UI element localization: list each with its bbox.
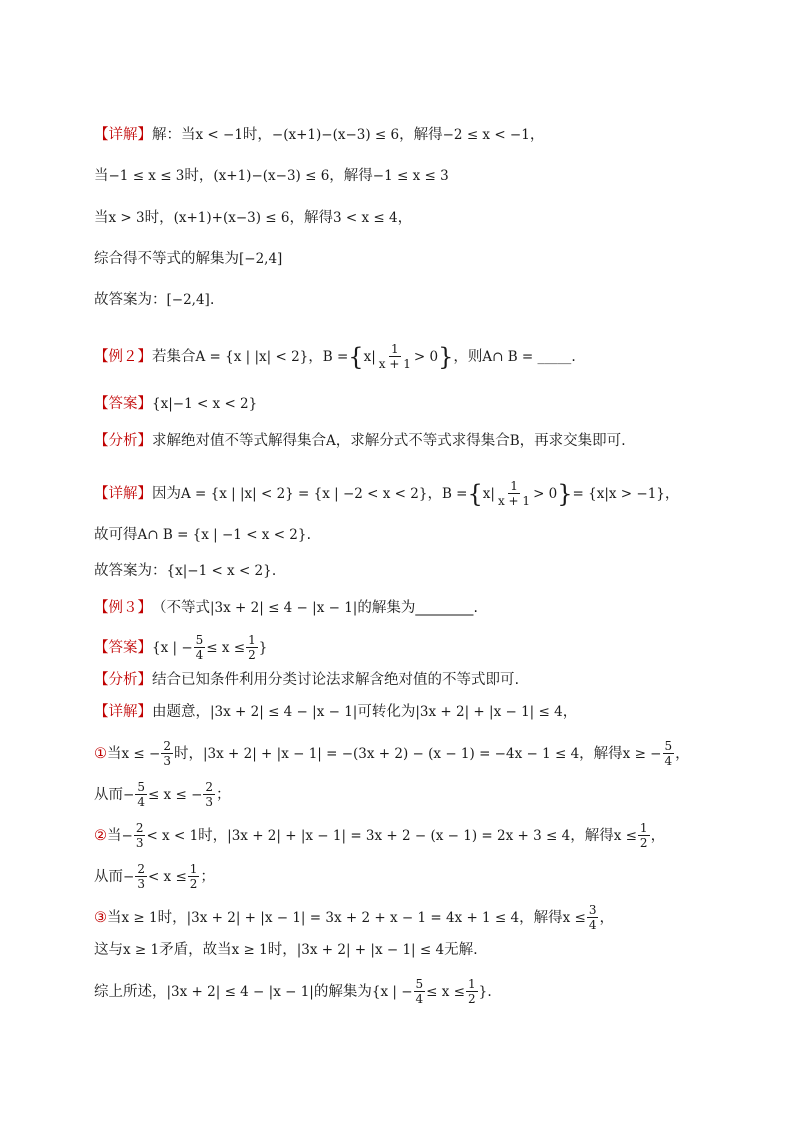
case1-line [94, 739, 690, 768]
detail-line-3 [94, 208, 412, 228]
math: > 0 [533, 485, 558, 502]
math: B = [322, 348, 349, 365]
math: = {x|x > −1} [572, 485, 665, 502]
detail-line-1 [94, 125, 544, 145]
case3-line [94, 903, 614, 932]
text: 时， [157, 909, 187, 926]
fraction [414, 977, 426, 1006]
numerator: 1 [467, 977, 476, 991]
numerator: 1 [189, 862, 198, 876]
math: } [258, 639, 268, 656]
text: 无解. [444, 942, 478, 958]
numerator: 2 [135, 821, 144, 835]
math: −(x+1)−(x−3) ≤ 6 [271, 127, 400, 143]
denominator: 2 [248, 648, 256, 662]
example2-detail-2 [94, 525, 311, 545]
math: |3x + 2| + |x − 1| = −(3x + 2) − (x − 1) = −4x − 1 ≤ 4 [202, 745, 580, 762]
bar: | [490, 485, 495, 502]
denominator: 4 [195, 648, 204, 662]
math: A∩ B = _____ [482, 348, 572, 365]
summary-line [94, 977, 492, 1006]
text: 结合已知条件利用分类讨论法求解含绝对值的不等式即可. [152, 672, 520, 688]
fraction [135, 780, 147, 809]
numerator: 2 [137, 862, 145, 876]
math: − [123, 868, 135, 885]
text: 时， [173, 745, 203, 762]
denominator: 3 [163, 754, 171, 768]
text: 可转化为 [357, 704, 416, 720]
math: |3x + 2| + |x − 1| ≤ 4 [296, 942, 445, 958]
denominator: x + 1 [378, 357, 411, 371]
math: ≤ x ≤ [206, 639, 246, 656]
text: ， [675, 745, 690, 762]
text: 若集合 [152, 348, 196, 365]
math: (x+1)+(x−3) ≤ 6 [173, 210, 290, 226]
text: ，解得 [399, 127, 443, 143]
text: ， [427, 485, 442, 502]
fraction [587, 903, 599, 932]
fraction [135, 862, 147, 891]
math: |3x + 2| + |x − 1| = 3x + 2 − (x − 1) = 2x + 3 ≤ 4 [227, 827, 571, 844]
example3-detail [94, 702, 577, 722]
text: . [487, 983, 492, 1000]
example3-answer [94, 633, 267, 662]
brace-open: { [467, 479, 483, 508]
fraction [663, 739, 675, 768]
math: |3x + 2| ≤ 4 − |x − 1| [166, 983, 314, 1000]
math: {x|−1 < x < 2} [152, 396, 258, 412]
fraction [466, 977, 478, 1006]
text: ， [599, 909, 614, 926]
fraction [161, 739, 173, 768]
text: 因为 [152, 485, 181, 502]
example2-answer [94, 394, 257, 414]
math: |3x + 2| ≤ 4 − |x − 1| [210, 600, 358, 616]
math: {x | − [371, 983, 413, 1000]
text: （不等式 [152, 600, 210, 616]
text: 求解绝对值不等式解得集合 [152, 433, 326, 449]
text: 从而 [94, 868, 123, 885]
denominator: 3 [137, 877, 145, 891]
text: ，解得 [579, 745, 623, 762]
math: (x+1)−(x−3) ≤ 6 [213, 168, 330, 184]
text: 当 [107, 745, 122, 762]
math: {x | − [152, 639, 193, 656]
text: 这与 [94, 942, 123, 958]
math: −2 ≤ x < −1 [442, 127, 530, 143]
math: x [482, 485, 491, 502]
text: . [209, 292, 215, 308]
text: 时， [184, 168, 214, 184]
text: 解：当 [152, 127, 196, 143]
numerator: 1 [390, 342, 399, 356]
numerator: 5 [664, 739, 673, 753]
circled-3: ③ [94, 909, 107, 926]
text: 故答案为： [94, 292, 167, 308]
detail-tag: 【详解】 [94, 127, 152, 143]
text: 当 [94, 210, 109, 226]
example2-detail-1 [94, 479, 679, 508]
text: ，再求交集即可. [519, 433, 626, 449]
example3-tag: 【例３】 [94, 600, 152, 616]
example2-tag: 【例２】 [94, 348, 152, 365]
math: x < −1 [195, 127, 243, 143]
circled-1: ① [94, 745, 107, 762]
denominator: 4 [137, 795, 145, 809]
text: ； [200, 868, 215, 885]
math: A [326, 433, 336, 449]
text: 当 [107, 827, 122, 844]
math: |3x + 2| + |x − 1| = 3x + 2 + x − 1 = 4x + 1 ≤ 4 [186, 909, 520, 926]
math: B [509, 433, 520, 449]
math: } [478, 983, 488, 1000]
math: < x < 1 [146, 827, 199, 844]
brace-close: } [438, 342, 454, 371]
math: x ≥ 1 [123, 942, 160, 958]
answer-tag: 【答案】 [94, 396, 152, 412]
text: . [306, 527, 312, 543]
text: 的解集为________. [357, 600, 478, 616]
fraction [246, 633, 258, 662]
example2-analysis [94, 431, 626, 451]
text: . [571, 348, 576, 365]
math: A = {x | |x| < 2} [195, 348, 309, 365]
circled-2: ② [94, 827, 107, 844]
answer-tag: 【答案】 [94, 639, 152, 656]
numerator: 1 [639, 821, 648, 835]
math: [−2,4] [239, 251, 283, 267]
fraction [134, 821, 146, 850]
denominator: 4 [588, 918, 597, 932]
numerator: 2 [163, 739, 171, 753]
math: −1 ≤ x ≤ 3 [108, 168, 185, 184]
text: ，解得 [570, 827, 614, 844]
math: [−2,4] [166, 292, 210, 308]
numerator: 5 [415, 977, 424, 991]
fraction [188, 862, 200, 891]
text: ， [664, 485, 680, 502]
text: 由题意， [152, 704, 210, 720]
denominator: 2 [467, 992, 476, 1006]
math: x ≤ [562, 909, 586, 926]
numerator: 5 [195, 633, 204, 647]
math: < x ≤ [147, 868, 187, 885]
detail-line-2 [94, 166, 449, 186]
text: 时， [242, 127, 272, 143]
fraction [638, 821, 650, 850]
example3-question [94, 598, 478, 618]
math: x > 3 [108, 210, 145, 226]
fraction [203, 780, 215, 809]
denominator: 2 [189, 877, 198, 891]
math: x ≥ 1 [231, 942, 268, 958]
fraction [496, 479, 532, 508]
math: ≤ x ≤ − [147, 786, 203, 803]
case2-conclusion [94, 862, 215, 891]
text: ，求解分式不等式求得集合 [335, 433, 510, 449]
numerator: 1 [248, 633, 256, 647]
text: . [271, 563, 277, 579]
text: 故可得 [94, 527, 138, 543]
example2-question [94, 342, 576, 371]
denominator: 4 [664, 754, 673, 768]
math: x ≥ 1 [121, 909, 158, 926]
text: 当 [94, 168, 109, 184]
text: ， [529, 127, 545, 143]
analysis-tag: 【分析】 [94, 672, 152, 688]
math: − [121, 827, 133, 844]
text: 当 [107, 909, 122, 926]
text: ，解得 [329, 168, 373, 184]
text: ， [308, 348, 323, 365]
math: x ≤ [613, 827, 637, 844]
denominator: 3 [205, 795, 214, 809]
text: 矛盾，故当 [159, 942, 232, 958]
math: x ≤ − [121, 745, 161, 762]
case2-line [94, 821, 665, 850]
example3-analysis [94, 670, 519, 690]
text: ， [562, 704, 578, 720]
example2-detail-3 [94, 561, 276, 581]
math: |3x + 2| + |x − 1| ≤ 4 [415, 704, 563, 720]
numerator: 2 [205, 780, 214, 794]
denominator: 3 [135, 836, 144, 850]
text: ，解得 [289, 210, 333, 226]
denominator: 4 [415, 992, 424, 1006]
fraction [377, 342, 413, 371]
detail-tag: 【详解】 [94, 704, 152, 720]
text: 从而 [94, 786, 123, 803]
text: ； [216, 786, 231, 803]
text: 时， [198, 827, 228, 844]
math: {x|−1 < x < 2} [166, 563, 272, 579]
math: |3x + 2| ≤ 4 − |x − 1| [210, 704, 358, 720]
math: x ≥ − [622, 745, 662, 762]
math: > 0 [413, 348, 439, 365]
math: 3 < x ≤ 4 [333, 210, 398, 226]
text: 综合得不等式的解集为 [94, 251, 239, 267]
math: B = [441, 485, 468, 502]
math: ≤ x ≤ [426, 983, 465, 1000]
text: 故答案为： [94, 563, 167, 579]
math: − [123, 786, 135, 803]
text: 的解集为 [313, 983, 372, 1000]
detail-line-4 [94, 249, 282, 269]
text: 时， [267, 942, 297, 958]
denominator: 2 [639, 836, 648, 850]
math: A = {x | |x| < 2} = {x | −2 < x < 2} [181, 485, 428, 502]
case3-conclusion [94, 940, 478, 960]
denominator: x + 1 [497, 494, 531, 508]
numerator: 1 [510, 479, 518, 493]
case1-conclusion [94, 780, 231, 809]
text: ，解得 [519, 909, 563, 926]
text: 综上所述， [94, 983, 167, 1000]
analysis-tag: 【分析】 [94, 433, 152, 449]
detail-tag: 【详解】 [94, 485, 152, 502]
numerator: 3 [588, 903, 597, 917]
math: A∩ B = {x | −1 < x < 2} [137, 527, 307, 543]
detail-line-5 [94, 290, 214, 310]
text: 时， [144, 210, 174, 226]
text: ， [650, 827, 666, 844]
brace-close: } [557, 479, 573, 508]
bar: | [371, 348, 376, 365]
numerator: 5 [137, 780, 145, 794]
math: x [363, 348, 372, 365]
math: −1 ≤ x ≤ 3 [372, 168, 449, 184]
text: ，则 [453, 348, 483, 365]
brace-open: { [348, 342, 364, 371]
text: ， [397, 210, 413, 226]
fraction [194, 633, 206, 662]
